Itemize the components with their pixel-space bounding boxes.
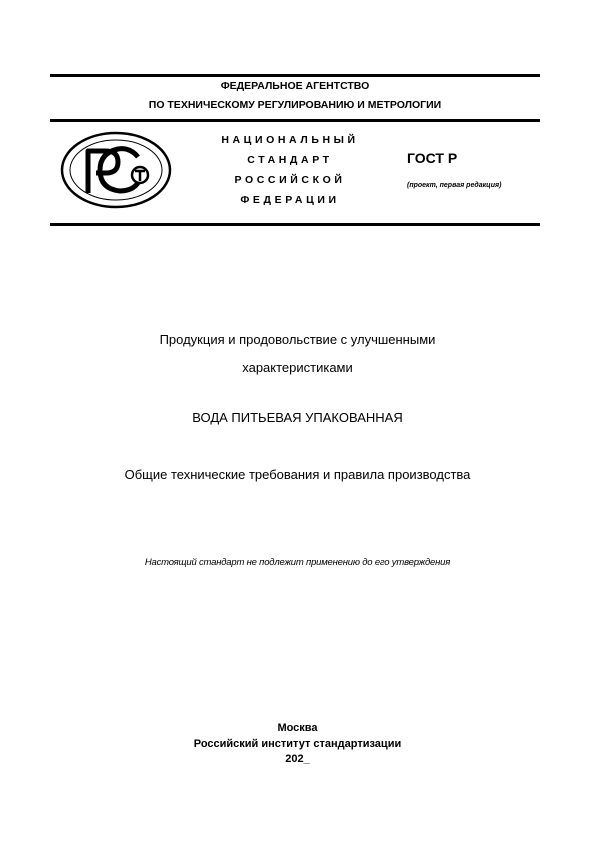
draft-note: (проект, первая редакция)	[407, 182, 502, 189]
document-main-title: ВОДА ПИТЬЕВАЯ УПАКОВАННАЯ	[192, 410, 403, 425]
national-label: НАЦИОНАЛЬНЫЙ	[221, 134, 359, 146]
imprint-city: Москва	[277, 722, 318, 734]
agency-line-1: ФЕДЕРАЛЬНОЕ АГЕНТСТВО	[220, 80, 370, 92]
rst-certification-logo-icon	[60, 131, 172, 209]
document-subtitle: Общие технические требования и правила производства	[124, 467, 471, 482]
series-title-line-1: Продукция и продовольствие с улучшенными	[159, 332, 436, 347]
federation-label: ФЕДЕРАЦИИ	[240, 194, 340, 206]
standard-designation: ГОСТ Р	[407, 150, 458, 166]
imprint-year: 202_	[285, 753, 310, 765]
standard-block-rule	[50, 223, 540, 226]
imprint-publisher: Российский институт стандартизации	[193, 738, 402, 750]
header-rule	[50, 119, 540, 122]
top-rule	[50, 74, 540, 77]
standard-label: СТАНДАРТ	[247, 154, 333, 166]
agency-line-2: ПО ТЕХНИЧЕСКОМУ РЕГУЛИРОВАНИЮ И МЕТРОЛОГИИ	[148, 99, 442, 111]
approval-notice: Настоящий стандарт не подлежит применению до его утверждения	[144, 557, 451, 568]
series-title-line-2: характеристиками	[242, 360, 353, 375]
russian-label: РОССИЙСКОЙ	[234, 174, 346, 186]
